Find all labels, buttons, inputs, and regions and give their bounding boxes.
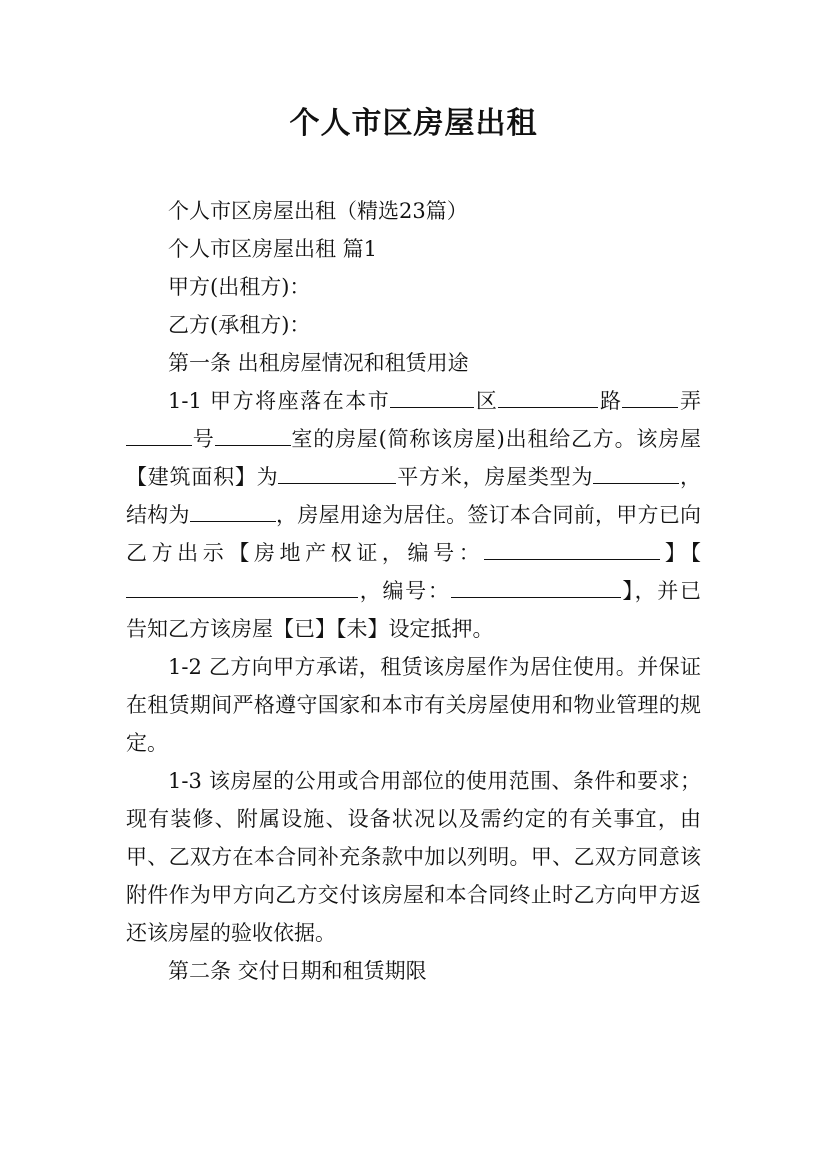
document-body — [126, 192, 701, 990]
clause-1-1-text-f: 室的房屋(简称该房屋)出租给乙方。该房屋【建筑面积】为 — [126, 427, 702, 489]
clause-1-1-text-b: 区 — [474, 389, 499, 413]
clause-1-3: 1-3 该房屋的公用或合用部位的使用范围、条件和要求；现有装修、附属设施、设备状况以及需约定的有关事宜，由甲、乙双方在本合同补充条款中加以列明。甲、乙双方同意该附件作为甲方向乙方交付该房屋和本合同终止时乙方向甲方返还该房屋的验收依据。 — [126, 769, 701, 945]
clause-1-1-text-k: ，编号： — [358, 579, 451, 603]
blank-city — [390, 383, 474, 408]
blank-road — [622, 383, 678, 408]
blank-house-type — [593, 459, 679, 484]
clause-1-1-text-j: 】【 — [660, 541, 701, 565]
clause-1-1-text-h: ，结构为 — [126, 465, 702, 527]
section-heading: 个人市区房屋出租 篇1 — [168, 237, 378, 261]
article-2-heading: 第二条 交付日期和租赁期限 — [168, 959, 427, 983]
party-a-line: 甲方(出租方)： — [168, 275, 311, 299]
clause-1-1-text-g: 平方米，房屋类型为 — [396, 465, 594, 489]
clause-1-1-text-d: 弄 — [678, 389, 702, 413]
blank-other-certificate — [126, 573, 358, 598]
clause-1-1-text-a: 1-1 甲方将座落在本市 — [168, 389, 391, 413]
blank-structure — [190, 497, 276, 522]
clause-1-2: 1-2 乙方向甲方承诺，租赁该房屋作为居住使用。并保证在租赁期间严格遵守国家和本市有关房屋使用和物业管理的规定。 — [126, 655, 701, 755]
blank-other-no — [451, 573, 621, 598]
party-b-line: 乙方(承租方)： — [168, 313, 311, 337]
article-1-heading: 第一条 出租房屋情况和租赁用途 — [168, 351, 469, 375]
clause-1-1-text-i: ，房屋用途为居住。签订本合同前，甲方已向乙方出示【房地产权证，编号： — [126, 503, 702, 565]
document-title: 个人市区房屋出租 — [289, 106, 538, 141]
blank-certificate-no — [484, 535, 660, 560]
clause-1-1-text-c: 路 — [598, 389, 623, 413]
subtitle-paragraph: 个人市区房屋出租（精选23篇） — [168, 199, 468, 223]
clause-1-1-text-l: 】，并已告知乙方该房屋【已】【未】设定抵押。 — [126, 579, 702, 641]
blank-district — [498, 383, 598, 408]
blank-area — [278, 459, 396, 484]
clause-1-1 — [126, 382, 701, 648]
blank-lane — [126, 421, 192, 446]
clause-1-1-text-e: 号 — [192, 427, 215, 451]
blank-number — [215, 421, 291, 446]
